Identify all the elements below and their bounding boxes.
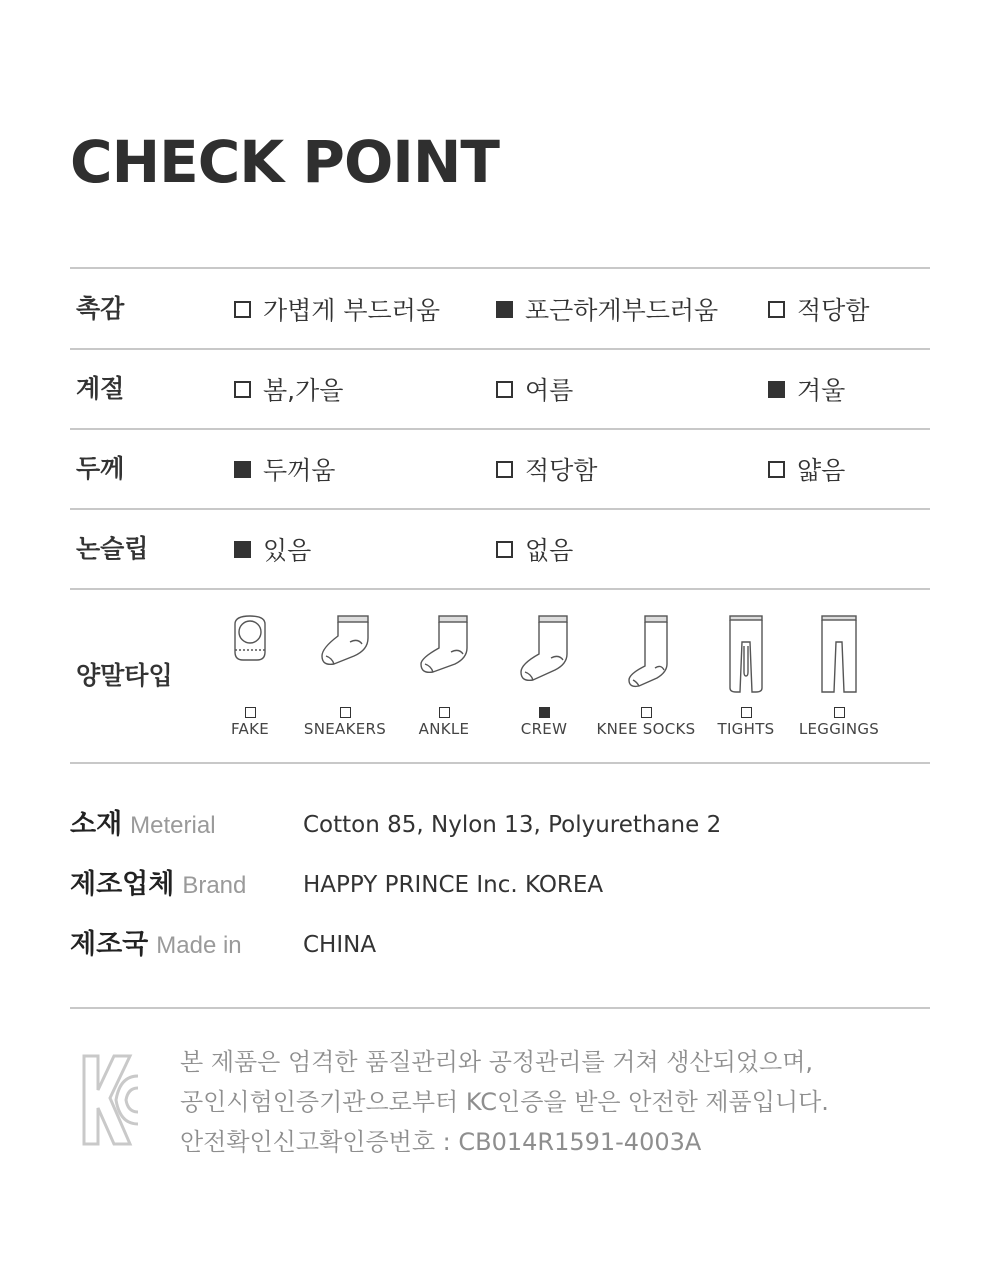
info-label xyxy=(70,925,242,966)
option-label: 얇음 xyxy=(797,456,846,485)
page-title: CHECK POINT xyxy=(70,128,499,196)
option-moderate xyxy=(768,269,869,349)
row-label: 촉감 xyxy=(76,294,125,323)
checkbox-filled xyxy=(234,461,251,478)
row-label: 논슬립 xyxy=(76,534,149,563)
option-label: 포근하게부드러움 xyxy=(525,296,719,325)
info-label xyxy=(70,865,246,906)
sock-type-sneakers xyxy=(290,590,400,762)
attribute-row-touch xyxy=(70,269,930,349)
checkbox-empty xyxy=(439,707,450,718)
option-label: 여름 xyxy=(525,376,574,405)
option-label: 적당함 xyxy=(525,456,598,485)
info-material xyxy=(70,805,930,845)
checkbox-empty xyxy=(496,381,513,398)
tights-icon xyxy=(711,612,781,704)
sock-type-label: LEGGINGS xyxy=(798,720,880,738)
option-label: 두꺼움 xyxy=(263,456,336,485)
sock-type-ankle xyxy=(389,590,499,762)
info-label-en: Brand xyxy=(182,872,247,899)
sock-type-label: ANKLE xyxy=(418,720,470,738)
checkbox-empty xyxy=(245,707,256,718)
info-label-ko: 제조국 xyxy=(70,929,149,960)
info-made-in xyxy=(70,925,930,965)
checkbox-filled xyxy=(539,707,550,718)
divider xyxy=(70,762,930,764)
info-label-ko: 제조업체 xyxy=(70,869,175,900)
attribute-row-thickness xyxy=(70,429,930,509)
info-label-en: Made in xyxy=(156,932,242,959)
notice-line: 본 제품은 엄격한 품질관리와 공정관리를 거쳐 생산되었으며, xyxy=(180,1048,814,1076)
option-spring-fall xyxy=(234,349,343,429)
checkbox-empty xyxy=(768,301,785,318)
row-label: 두께 xyxy=(76,454,125,483)
option-label: 봄,가을 xyxy=(263,376,344,405)
sock-type-fake xyxy=(195,590,305,762)
notice-line: 안전확인신고확인증번호 : CB014R1591-4003A xyxy=(180,1128,702,1156)
certification-notice xyxy=(180,1042,940,1162)
sock-type-knee xyxy=(591,590,701,762)
sock-type-label: SNEAKERS xyxy=(303,720,387,738)
option-cozy-soft xyxy=(496,269,718,349)
checkbox-filled xyxy=(496,301,513,318)
checkbox-empty xyxy=(834,707,845,718)
info-value: HAPPY PRINCE Inc. KOREA xyxy=(303,872,604,898)
attribute-row-nonslip xyxy=(70,509,930,589)
option-yes xyxy=(234,509,311,589)
checkbox-empty xyxy=(234,381,251,398)
knee-sock-icon xyxy=(611,612,681,704)
sock-type-row xyxy=(70,590,930,762)
checkbox-empty xyxy=(496,541,513,558)
sock-type-label: KNEE SOCKS xyxy=(596,720,696,738)
sock-type-leggings xyxy=(784,590,894,762)
option-light-soft xyxy=(234,269,440,349)
info-brand xyxy=(70,865,930,905)
kc-mark-icon xyxy=(80,1052,142,1148)
option-label: 가볍게 부드러움 xyxy=(263,296,440,325)
info-label-ko: 소재 xyxy=(70,809,123,840)
checkbox-empty xyxy=(641,707,652,718)
row-label: 계절 xyxy=(76,374,125,403)
notice-line: 공인시험인증기관으로부터 KC인증을 받은 안전한 제품입니다. xyxy=(180,1088,829,1116)
leggings-icon xyxy=(804,612,874,704)
option-moderate xyxy=(496,429,597,509)
checkbox-empty xyxy=(340,707,351,718)
sock-type-label: CREW xyxy=(520,720,568,738)
ankle-sock-icon xyxy=(409,612,479,704)
option-thick xyxy=(234,429,335,509)
info-value: Cotton 85, Nylon 13, Polyurethane 2 xyxy=(303,812,722,838)
option-label: 겨울 xyxy=(797,376,846,405)
row-label: 양말타입 xyxy=(76,661,173,690)
checkbox-empty xyxy=(741,707,752,718)
option-no xyxy=(496,509,573,589)
info-label xyxy=(70,805,216,846)
sock-type-crew xyxy=(489,590,599,762)
crew-sock-icon xyxy=(509,612,579,704)
option-label: 있음 xyxy=(263,536,312,565)
option-thin xyxy=(768,429,845,509)
checkbox-empty xyxy=(768,461,785,478)
checkbox-empty xyxy=(496,461,513,478)
option-winter xyxy=(768,349,845,429)
sock-type-label: FAKE xyxy=(230,720,270,738)
info-value: CHINA xyxy=(303,932,377,958)
divider xyxy=(70,1007,930,1009)
checkbox-filled xyxy=(234,541,251,558)
attribute-row-season xyxy=(70,349,930,429)
sock-type-label: TIGHTS xyxy=(717,720,775,738)
option-label: 적당함 xyxy=(797,296,870,325)
fake-sock-icon xyxy=(215,612,285,704)
info-label-en: Meterial xyxy=(130,812,216,839)
checkbox-filled xyxy=(768,381,785,398)
sneakers-sock-icon xyxy=(310,612,380,704)
option-label: 없음 xyxy=(525,536,574,565)
option-summer xyxy=(496,349,573,429)
checkbox-empty xyxy=(234,301,251,318)
